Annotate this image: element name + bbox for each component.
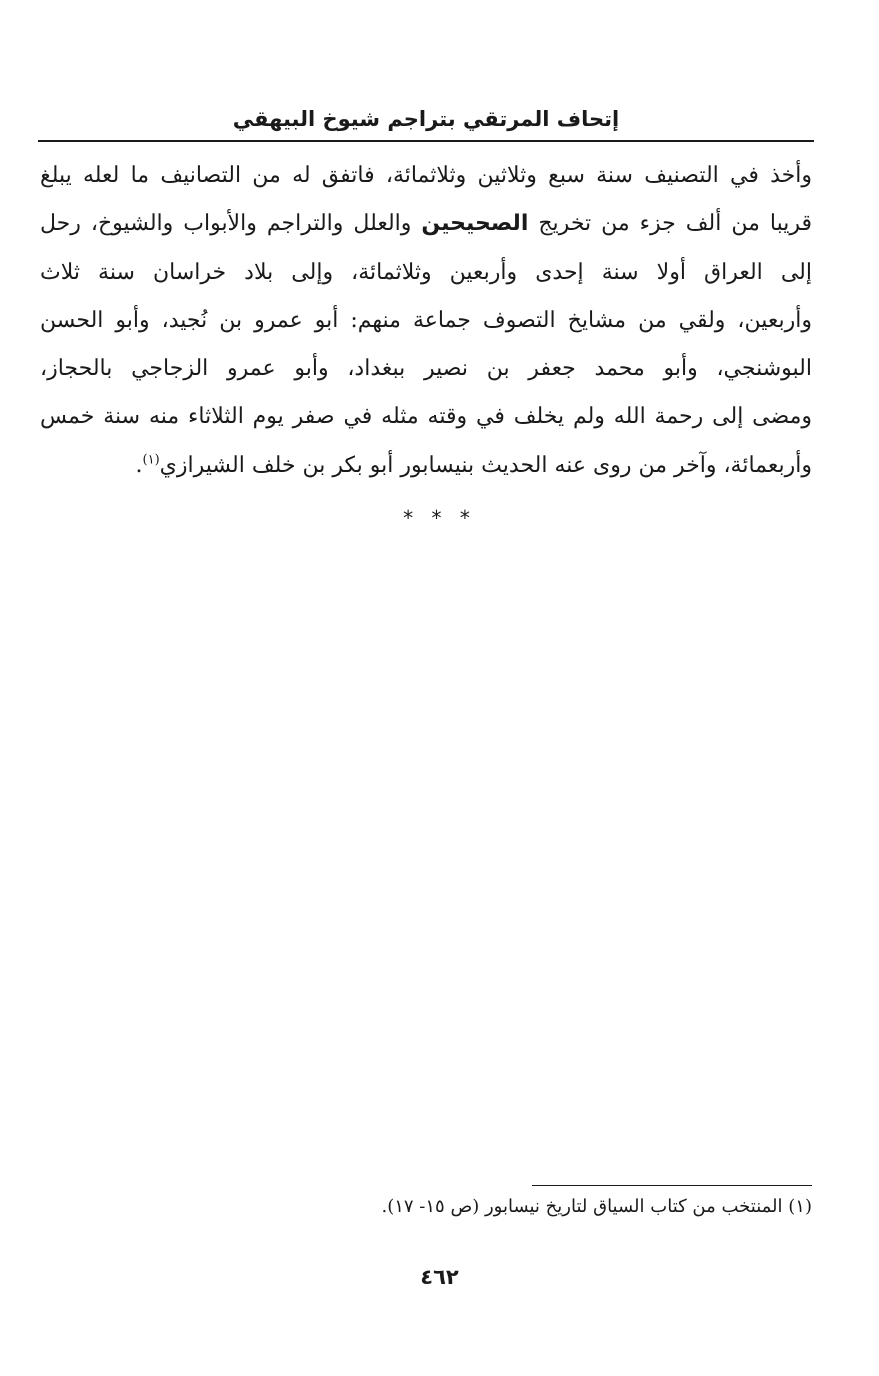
text-line-1: وأخذ في التصنيف سنة سبع وثلاثين وثلاثمائة، فاتفق له من التصانيف ما لعله يبلغ xyxy=(40,163,812,188)
text-line-2-start: قريبا من ألف جزء من تخريج xyxy=(528,211,812,237)
bold-term: الصحيحين xyxy=(421,211,529,237)
text-line-7 xyxy=(40,442,812,490)
text-line-3: إلى العراق أولا سنة إحدى وأربعين وثلاثمائة، وإلى بلاد خراسان سنة ثلاث xyxy=(40,259,812,285)
header-rule xyxy=(38,140,814,142)
running-head-title: إتحاف المرتقي بتراجم شيوخ البيهقي xyxy=(232,107,620,131)
footnote-reference: (١) xyxy=(142,452,160,468)
text-line-6: ومضى إلى رحمة الله ولم يخلف في وقته مثله في صفر يوم الثلاثاء منه سنة خمس xyxy=(40,404,812,430)
footnote-rule xyxy=(532,1185,812,1186)
page-number: ٤٦٢ xyxy=(420,1265,459,1289)
section-separator: * * * xyxy=(403,506,476,530)
text-line-7-period: . xyxy=(135,452,143,478)
text-line-5: البوشنجي، وأبو محمد جعفر بن نصير ببغداد، وأبو عمرو الزجاجي بالحجاز، xyxy=(40,356,812,382)
text-line-2 xyxy=(40,200,812,248)
main-text xyxy=(40,152,812,490)
footnote xyxy=(72,1192,812,1222)
footnote-text: المنتخب من كتاب السياق لتاريخ نيسابور (ص ١٥- ١٧). xyxy=(381,1196,783,1217)
text-line-7-body: وأربعمائة، وآخر من روى عنه الحديث بنيسابور أبو بكر بن خلف الشيرازي xyxy=(159,452,812,478)
text-line-2-end: والعلل والتراجم والأبواب والشيوخ، رحل xyxy=(40,211,422,237)
text-line-4: وأربعين، ولقي من مشايخ التصوف جماعة منهم: أبو عمرو بن نُجيد، وأبو الحسن xyxy=(40,307,812,333)
footnote-marker: (١) xyxy=(788,1196,812,1217)
